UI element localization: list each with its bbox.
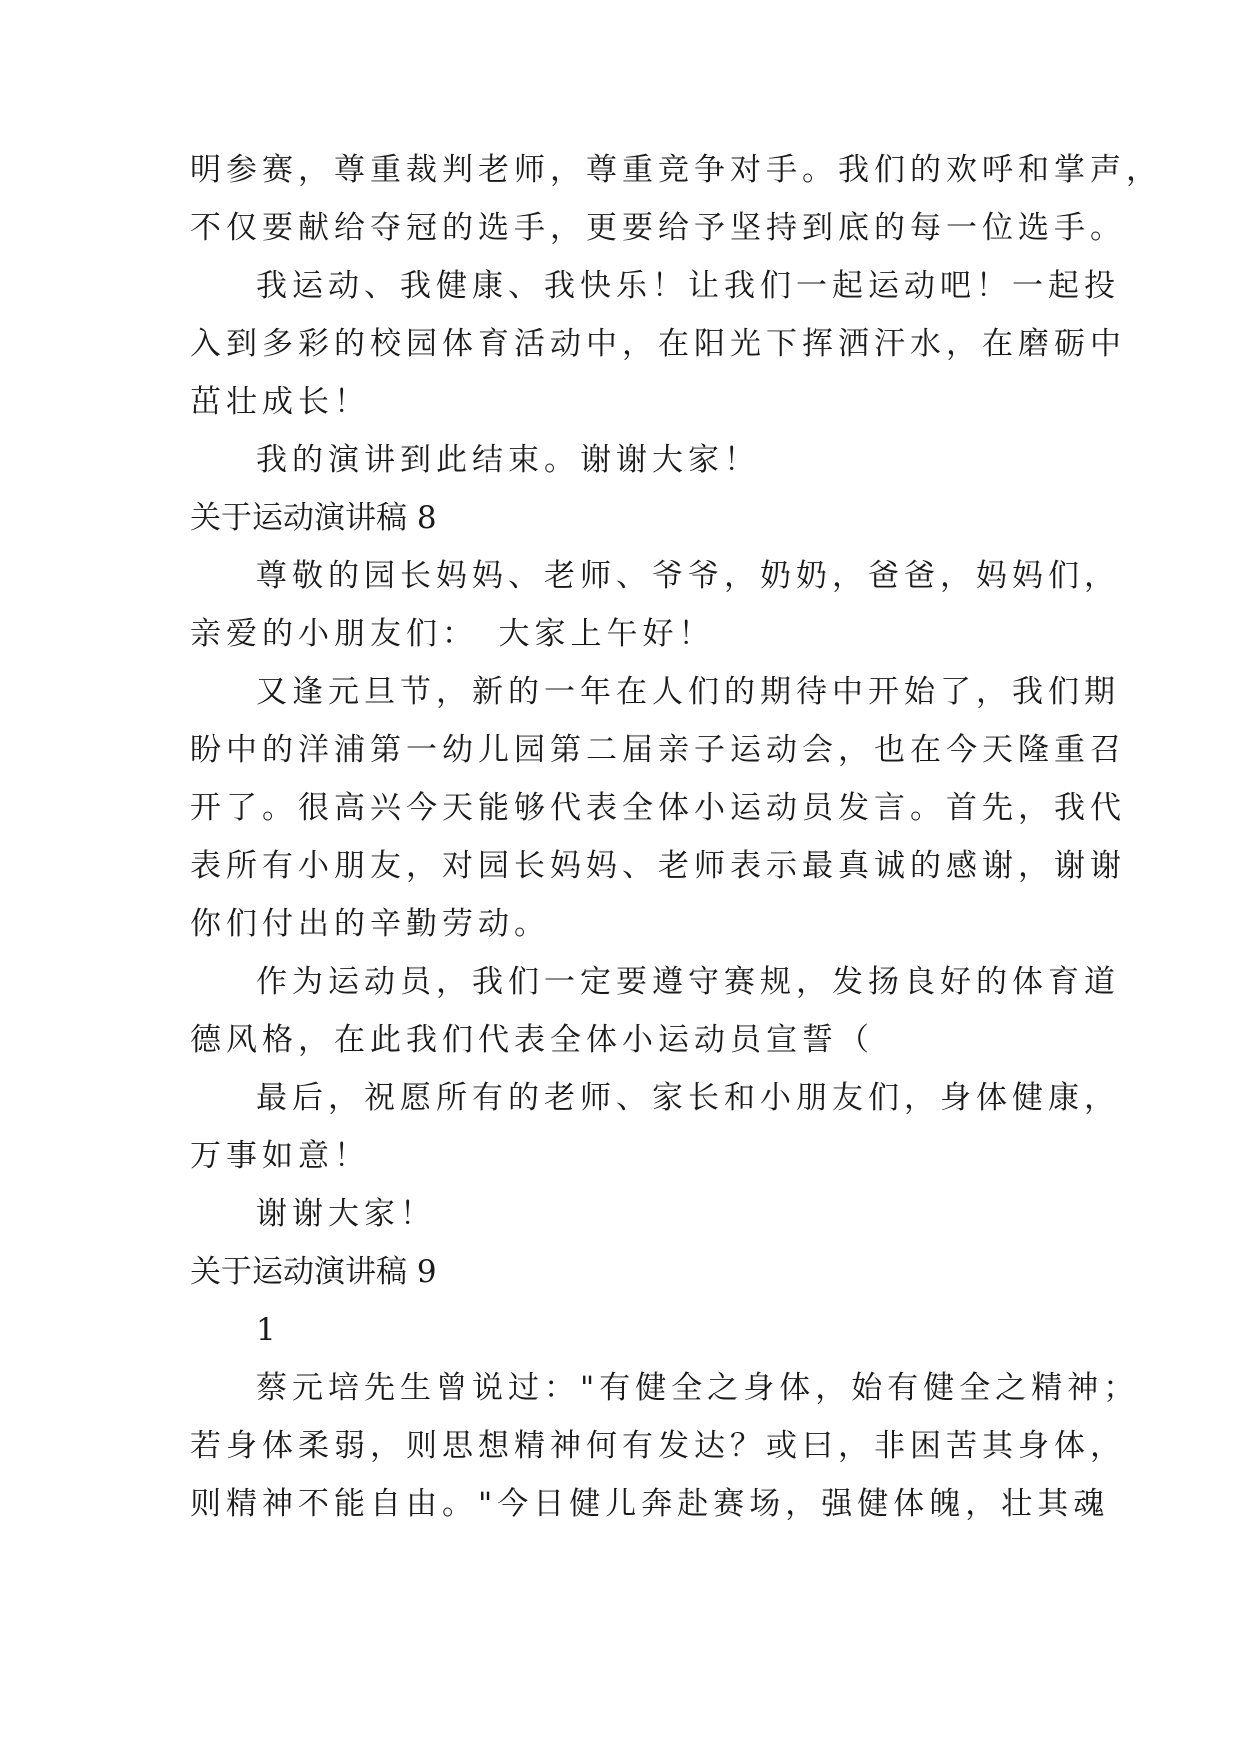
paragraph-line: 德风格，在此我们代表全体小运动员宣誓（: [190, 1022, 874, 1058]
paragraph-line: 入到多彩的校园体育活动中，在阳光下挥洒汗水，在磨砺中: [190, 326, 1126, 362]
paragraph-line: 万事如意！: [190, 1138, 370, 1174]
paragraph-line: 最后，祝愿所有的老师、家长和小朋友们，身体健康，: [256, 1080, 1120, 1116]
paragraph-line: 盼中的洋浦第一幼儿园第二届亲子运动会，也在今天隆重召: [190, 732, 1126, 768]
paragraph-line: 开了。很高兴今天能够代表全体小运动员发言。首先，我代: [190, 790, 1126, 826]
paragraph-line: 我的演讲到此结束。谢谢大家！: [256, 442, 760, 478]
paragraph-line: 若身体柔弱，则思想精神何有发达？或曰，非困苦其身体，: [190, 1428, 1126, 1464]
paragraph-line: 我运动、我健康、我快乐！让我们一起运动吧！一起投: [256, 268, 1120, 304]
paragraph-line: 谢谢大家！: [256, 1196, 436, 1232]
paragraph-line: 明参赛，尊重裁判老师，尊重竞争对手。我们的欢呼和掌声，: [190, 152, 1162, 188]
paragraph-line: 又逢元旦节，新的一年在人们的期待中开始了，我们期: [256, 674, 1120, 710]
paragraph-line: 你们付出的辛勤劳动。: [190, 906, 550, 942]
section-heading: 关于运动演讲稿 9: [190, 1254, 437, 1290]
paragraph-line: 作为运动员，我们一定要遵守赛规，发扬良好的体育道: [256, 964, 1120, 1000]
paragraph-line: 茁壮成长！: [190, 384, 370, 420]
paragraph-line: 不仅要献给夺冠的选手，更要给予坚持到底的每一位选手。: [190, 210, 1126, 246]
paragraph-line: 则精神不能自由。"今日健儿奔赴赛场，强健体魄，壮其魂: [190, 1486, 1110, 1522]
paragraph-line: 尊敬的园长妈妈、老师、爷爷，奶奶，爸爸，妈妈们，: [256, 558, 1120, 594]
paragraph-line: 亲爱的小朋友们： 大家上午好！: [190, 616, 715, 652]
section-heading: 关于运动演讲稿 8: [190, 500, 437, 536]
section-number: 1: [256, 1312, 281, 1348]
paragraph-line: 蔡元培先生曾说过："有健全之身体，始有健全之精神；: [256, 1370, 1140, 1406]
paragraph-line: 表所有小朋友，对园长妈妈、老师表示最真诚的感谢，谢谢: [190, 848, 1126, 884]
